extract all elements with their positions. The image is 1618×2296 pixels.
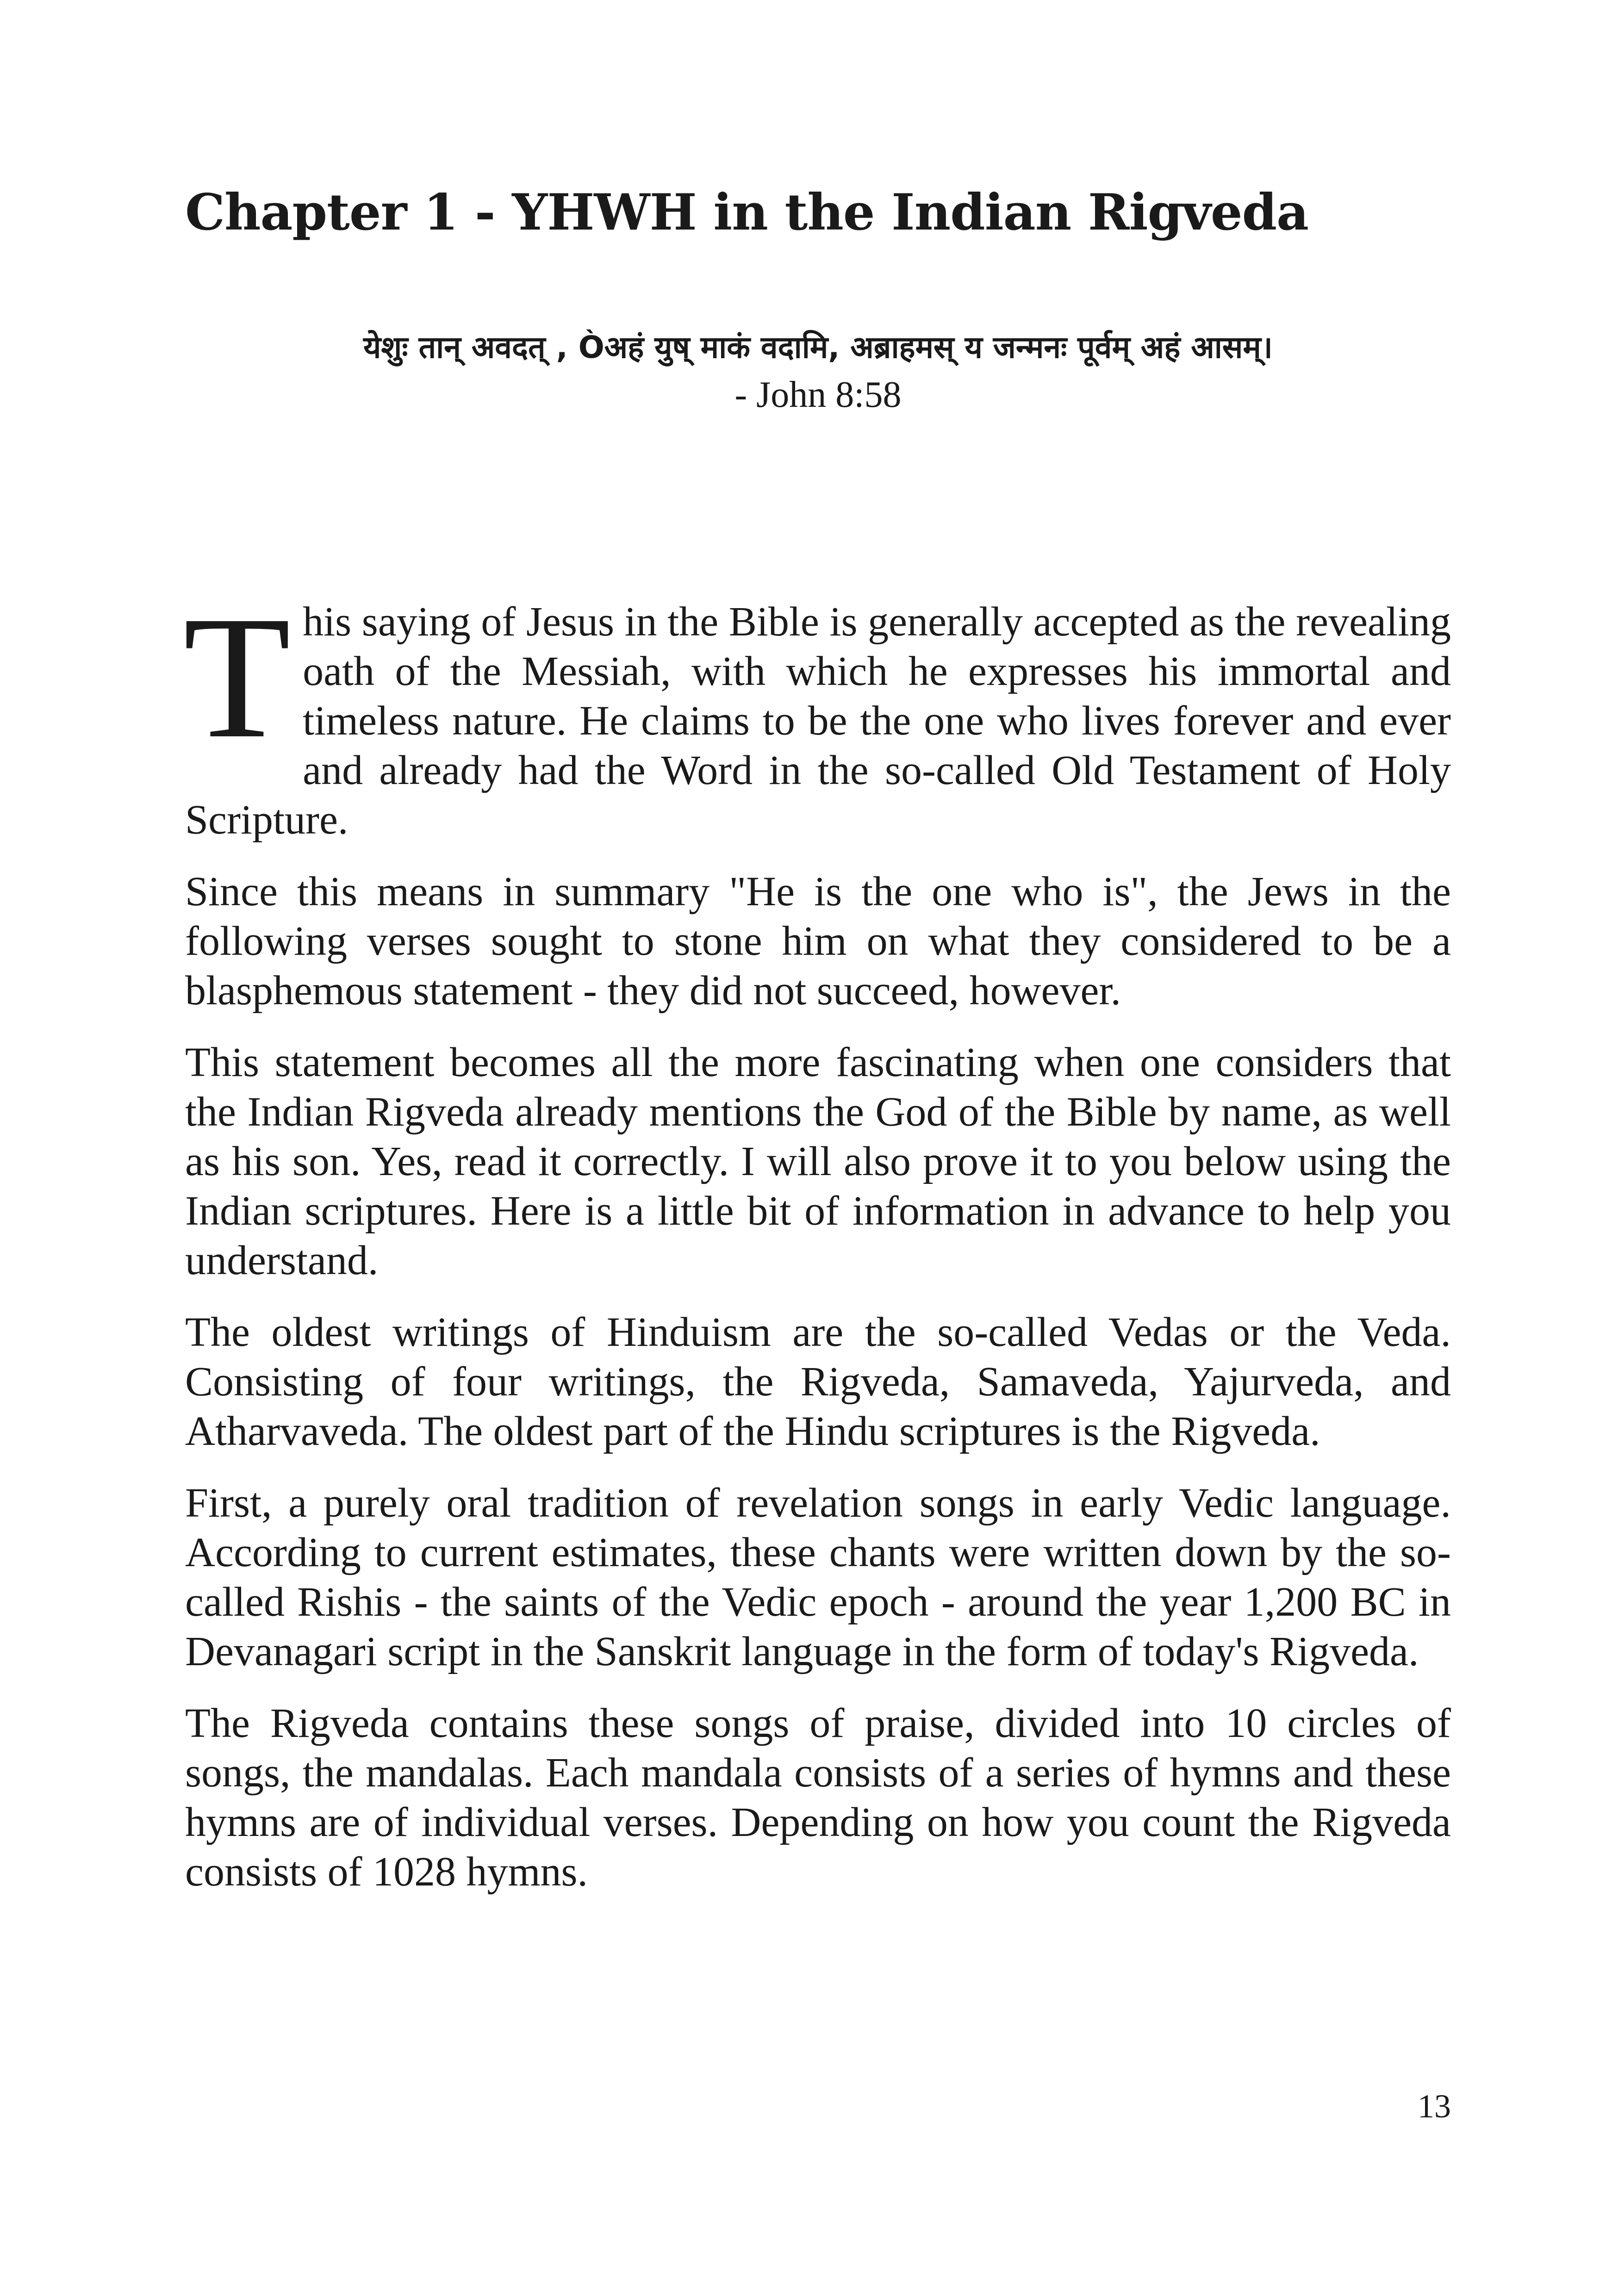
paragraph-1 — [183, 580, 1451, 845]
page-number: 13 — [1418, 2088, 1451, 2125]
paragraph-6: The Rigveda contains these songs of praise, divided into 10 circles of songs, the mandalas. Each mandala consists of a series of hymns and these hymns are of individual verses. Depending on how you count the Rigveda consists of 1028 hymns. — [185, 1700, 1451, 1895]
epigraph-verse: येशुः तान् अवदत् , Òअहं युष् माकं वदामि, अब्राहमस् य जन्मनः पूर्वम् अहं आसम्। — [363, 330, 1273, 365]
paragraph-4: The oldest writings of Hinduism are the so-called Vedas or the Veda. Consisting of four writings, the Rigveda, Samaveda, Yajurveda, and Atharvaveda. The oldest part of the Hindu scriptures is the Rigveda. — [185, 1309, 1451, 1454]
paragraph-2: Since this means in summary "He is the one who is", the Jews in the following verses sought to stone him on what they considered to be a blasphemous statement - they did not succeed, however. — [185, 869, 1451, 1014]
paragraph-1-text: his saying of Jesus in the Bible is generally accepted as the revealing oath of the Messiah, with which he expresses his immortal and timeless nature. He claims to be the one who lives forever and ever and already had the Word in the so-called Old Testament of Holy Scripture. — [185, 599, 1451, 843]
drop-cap: T — [183, 580, 291, 775]
body-text — [183, 580, 1451, 1919]
paragraph-5: First, a purely oral tradition of revelation songs in early Vedic language. According to current estimates, these chants were written down by the so-called Rishis - the saints of the Vedic epoch - around the year 1,200 BC in Devanagari script in the Sanskrit language in the form of today's Rigveda. — [185, 1480, 1451, 1674]
epigraph-source: - John 8:58 — [734, 374, 902, 416]
book-page — [185, 0, 1451, 2296]
paragraph-3: This statement becomes all the more fascinating when one considers that the Indian Rigveda already mentions the God of the Bible by name, as well as his son. Yes, read it correctly. I will also prove it to you below using the Indian scriptures. Here is a little bit of information in advance to help you understand. — [185, 1039, 1451, 1283]
chapter-title: Chapter 1 - YHWH in the Indian Rigveda — [185, 183, 1309, 242]
epigraph — [185, 326, 1451, 419]
